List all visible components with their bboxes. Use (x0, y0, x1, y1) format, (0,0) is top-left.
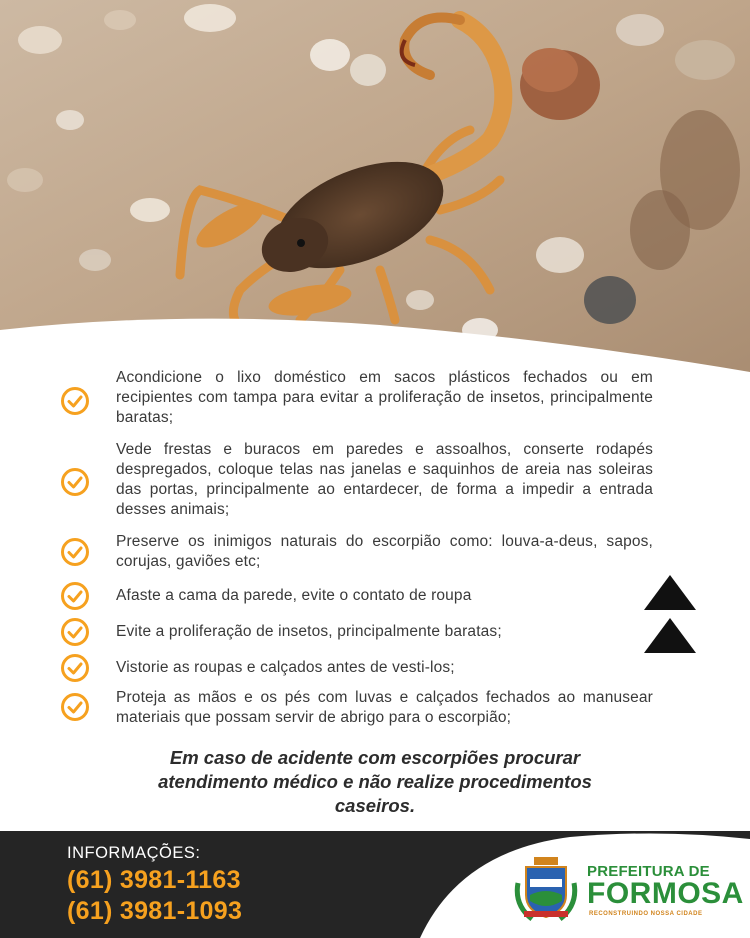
tip-text: Evite a proliferação de insetos, principalmente baratas; (116, 623, 502, 640)
check-circle-icon (60, 467, 90, 497)
up-arrows-icon (644, 575, 696, 661)
logo-city: FORMOSA (587, 877, 744, 910)
check-circle-icon (60, 692, 90, 722)
tip-text: Vistorie as roupas e calçados antes de vesti-los; (116, 659, 455, 676)
phone-number[interactable]: (61) 3981-1163 (67, 866, 241, 894)
tip-text: Vede frestas e buracos em paredes e assoalhos, conserte rodapés despregados, coloque telas nas janelas e saquinhos de areia nas soleiras das portas, principalmente ao entardecer, de forma a impedir a entrada desses animais; (116, 441, 653, 518)
check-circle-icon (60, 386, 90, 416)
triangle-up-icon (644, 618, 696, 653)
check-circle-icon (60, 581, 90, 611)
check-circle-icon (60, 653, 90, 683)
warning-message: Em caso de acidente com escorpiões procurar atendimento médico e não realize procedimentos caseiros. (158, 747, 592, 816)
logo-prefix: PREFEITURA DE (587, 863, 710, 880)
tip-text: Afaste a cama da parede, evite o contato de roupa (116, 587, 472, 604)
city-coat-of-arms-icon (510, 853, 582, 925)
info-label: INFORMAÇÕES: (67, 844, 201, 862)
check-circle-icon (60, 537, 90, 567)
tip-text: Acondicione o lixo doméstico em sacos plásticos fechados ou em recipientes com tampa para evitar a proliferação de insetos, principalmente baratas; (116, 369, 653, 426)
footer (0, 831, 750, 938)
tip-text: Proteja as mãos e os pés com luvas e calçados fechados ao manusear materiais que possam servir de abrigo para o escorpião; (116, 689, 653, 726)
prefeitura-logo (510, 851, 750, 936)
logo-slogan: RECONSTRUINDO NOSSA CIDADE (589, 911, 703, 917)
hero-scorpion-photo (0, 0, 750, 380)
check-circle-icon (60, 617, 90, 647)
tip-text: Preserve os inimigos naturais do escorpião como: louva-a-deus, sapos, corujas, gaviões etc; (116, 533, 653, 570)
phone-number[interactable]: (61) 3981-1093 (67, 897, 243, 925)
triangle-up-icon (644, 575, 696, 610)
